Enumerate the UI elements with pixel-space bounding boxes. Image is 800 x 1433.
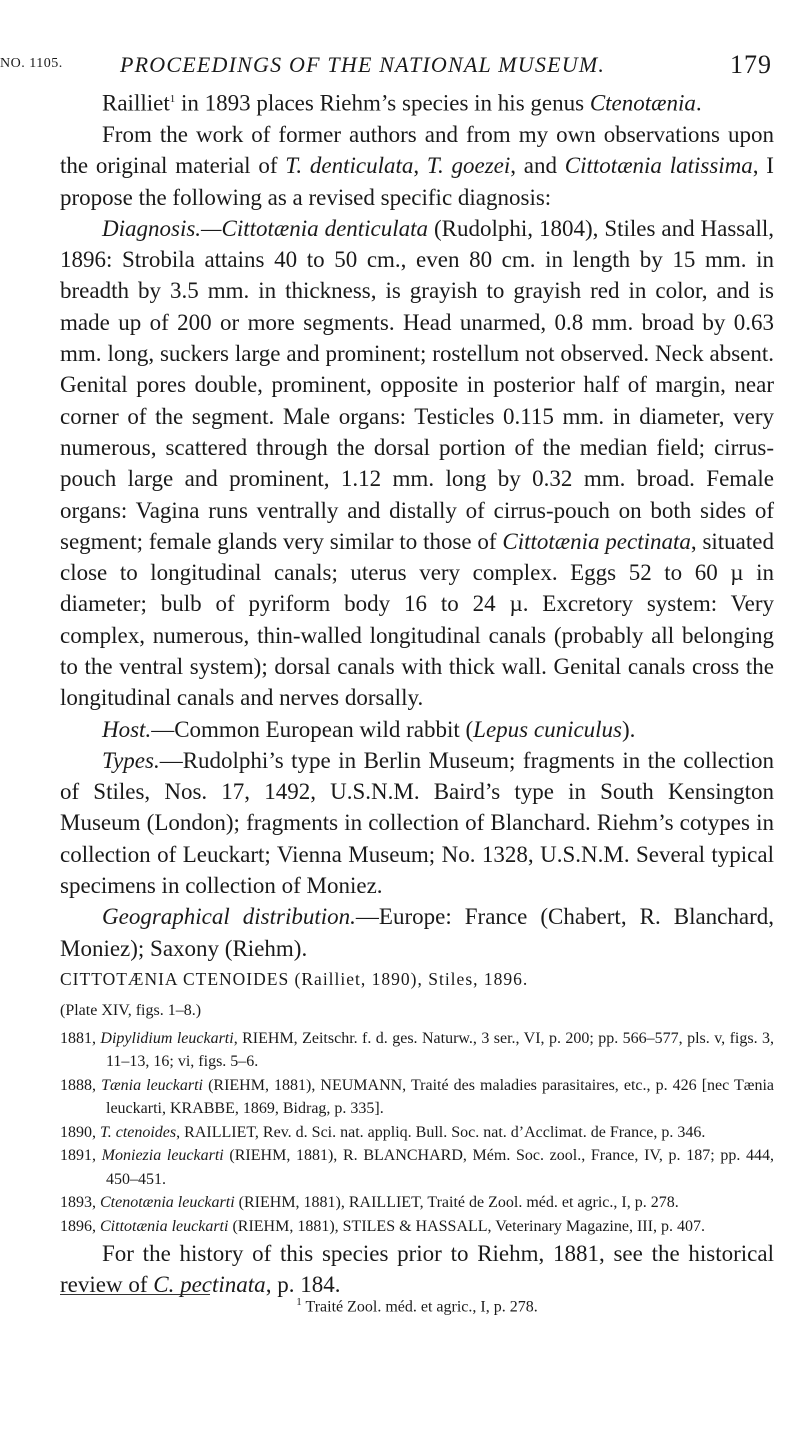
paragraph-types: Types.—Rudolphi’s type in Berlin Museum; fragments in the collection of Stiles, Nos. 17, 1492, U.S.N.M. Baird’s type in South Kensington Museum (London); fragments in collection of Blanchard. Riehm’s cotypes in collection of Leuckart; Vienna Museum; No. 1328, U.S.N.M. Several typical specimens in collection of Moniez. [60,747,774,899]
synonymy-entry: 1896, Cittotænia leuckarti (RIEHM, 1881), STILES & HASSALL, Veterinary Magazine, III, p. 407. [60,1217,705,1235]
paragraph-geographical-distribution: Geographical distribution.—Europe: France (Chabert, R. Blanchard, Moniez); Saxony (Riehm). [60,904,774,961]
paragraph-revision: From the work of former authors and from my own observations upon the original material of T. denticulata, T. goezei, and Cittotænia latissima, I propose the following as a revised specific diagnosis: [60,121,774,210]
diagnosis-label: Diagnosis.— [102,215,222,241]
geo-label: Geographical distribution. [102,904,356,930]
plate-reference: (Plate XIV, figs. 1–8.) [60,1002,202,1020]
types-label: Types. [102,747,160,773]
footnote-ref: 1 [169,93,176,105]
paragraph-host: Host.—Common European wild rabbit (Lepus cuniculus). [102,716,636,742]
synonymy-entry: 1881, Dipylidium leuckarti, RIEHM, Zeitschr. f. d. ges. Naturw., 3 ser., VI, p. 200; pp. 566–577, pls. v, figs. 3, 11–13, 16; vi, figs. 5–6. [60,1029,775,1071]
issue-number: NO. 1105. [0,56,63,71]
paragraph-diagnosis: Diagnosis.—Cittotænia denticulata (Rudolphi, 1804), Stiles and Hassall, 1896: Strobila attains 40 to 50 cm., even 80 cm. in length by 15 mm. in breadth by 3.5 mm. in thickness, is grayish to grayish red in color, and is made up of 200 or more segments. Head unarmed, 0.8 mm. broad by 0.63 mm. long, suckers large and prominent; rostellum not observed. Neck absent. Genital pores double, prominent, opposite in posterior half of margin, near corner of the segment. Male organs: Testicles 0.115 mm. in diameter, very numerous, scattered through the dorsal portion of the median field; cirrus-pouch large and prominent, 1.12 mm. long by 0.32 mm. broad. Female organs: Vagina runs ventrally and distally of cirrus-pouch on both sides of segment; female glands very similar to those of Cittotænia pectinata, situated close to longitudinal canals; uterus very complex. Eggs 52 to 60 µ in diameter; bulb of pyriform body 16 to 24 µ. Excretory system: Very complex, numerous, thin-walled longitudinal canals (probably all belonging to the ventral system); dorsal canals with thick wall. Genital canals cross the longitudinal canals and nerves dorsally. [60,215,774,711]
host-label: Host. [102,716,152,742]
journal-title: PROCEEDINGS OF THE NATIONAL MUSEUM. [120,52,606,77]
paragraph-history-reference: For the history of this species prior to Riehm, 1881, see the historical review of C. pectinata, p. 184. [60,1241,774,1298]
synonymy-entry: 1888, Tænia leuckarti (RIEHM, 1881), NEUMANN, Traité des maladies parasitaires, etc., p. 426 [nec Tænia leuckarti, KRABBE, 1869, Bidrag, p. 335]. [60,1076,774,1118]
footnote-divider [60,1294,210,1295]
synonymy-entry: 1893, Ctenotænia leuckarti (RIEHM, 1881), RAILLIET, Traité de Zool. méd. et agric., I, p. 278. [60,1194,679,1212]
running-header [0,52,772,80]
synonymy-list [60,1027,774,1239]
section-heading: CITTOTÆNIA CTENOIDES (Railliet, 1890), Stiles, 1896. [60,968,529,989]
paragraph-railliet: Railliet$^1$ in 1893 places Riehm’s species in his genus Ctenotænia. [102,90,702,116]
body-text [60,84,774,1301]
synonymy-entry: 1891, Moniezia leuckarti (RIEHM, 1881), R. BLANCHARD, Mém. Soc. zool., France, IV, p. 187; pp. 444, 450–451. [60,1147,775,1188]
footnote: $^1$ Traité Zool. méd. et agric., I, p. 278. [296,1296,538,1316]
page-number: 179 [730,50,772,79]
synonymy-entry: 1890, T. ctenoides, RAILLIET, Rev. d. Sci. nat. appliq. Bull. Soc. nat. d’Acclimat. de France, p. 346. [60,1123,706,1141]
